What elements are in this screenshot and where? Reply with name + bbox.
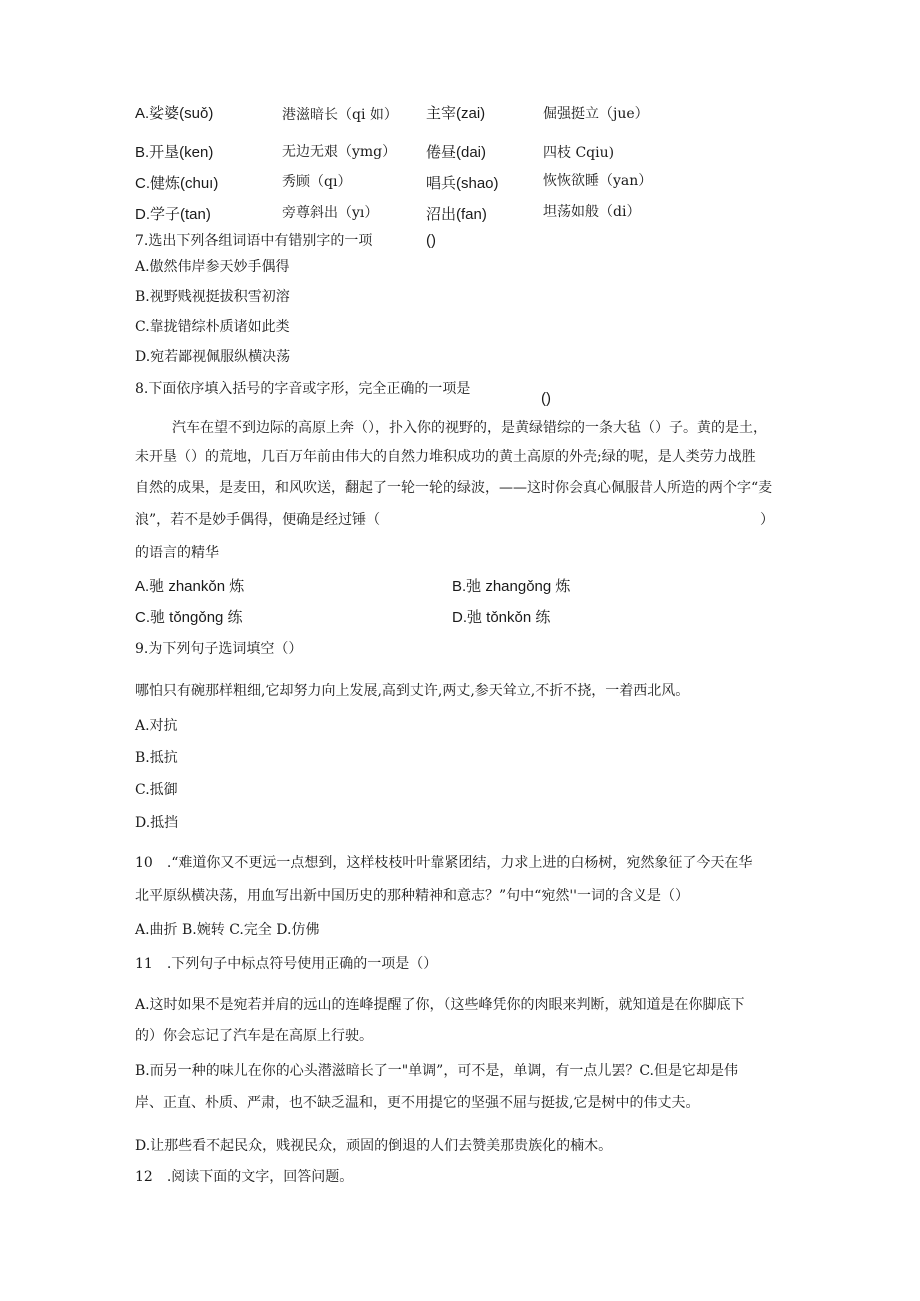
q11-stem: 11 .下列句子中标点符号使用正确的一项是（） (135, 956, 438, 972)
q6-option-b-2: 无边无艰（ymg） (282, 144, 397, 160)
q9-option-c: C.抵御 (135, 782, 178, 798)
q10-options: A.曲折 B.婉转 C.完全 D.仿佛 (135, 922, 320, 938)
q7-answer-paren: () (426, 232, 436, 249)
q7-option-d: D.宛若鄙视佩服纵横决荡 (135, 349, 291, 365)
q9-option-d: D.抵挡 (135, 815, 179, 831)
q8-answer-paren: () (541, 390, 551, 407)
q6-option-d-2: 旁尊斜出（yı） (282, 205, 379, 221)
q8-option-b: B.弛 zhangǒng 炼 (452, 578, 571, 595)
q6-option-c-2: 秀顾（qı） (282, 174, 352, 190)
q7-option-c: C.靠拢错综朴质诸如此类 (135, 319, 290, 335)
q6-option-a-2: 港滋暗长（qi 如） (282, 107, 398, 123)
q6-option-b-3: 倦昼(dai) (426, 144, 487, 161)
q8-passage-line-1: 汽车在望不到边际的高原上奔（），扑入你的视野的，是黄绿错综的一条大毡（）子。黄的是土， (172, 420, 767, 436)
q6-option-b-1: B.开垦(ken) (135, 144, 214, 161)
q9-sentence: 哪怕只有碗那样粗细,它却努力向上发展,高到丈许,两丈,参天耸立,不折不挠，一着西北风。 (135, 683, 690, 699)
q7-stem: 7.选出下列各组词语中有错别字的一项 (135, 233, 373, 249)
q8-passage-line-4: 浪”，若不是妙手偶得，便确是经过锤（ (135, 512, 381, 528)
q6-option-c-1: C.健炼(chuı) (135, 175, 219, 192)
q6-option-c-4: 恢恢欲睡（yan） (543, 173, 653, 189)
q6-option-a-1: A.娑婆(suǒ) (135, 105, 214, 122)
q8-passage-line-3: 自然的成果，是麦田，和风吹送，翻起了一轮一轮的绿波，——这时你会真心佩服昔人所造的两个字“麦 (135, 480, 773, 496)
q11-line-1: A.这时如果不是宛若并肩的远山的连峰提醒了你，（这些峰凭你的肉眼来判断，就知道是在你脚底下 (135, 997, 745, 1013)
q11-line-5: D.让那些看不起民众，贱视民众，顽固的倒退的人们去赞美那贵族化的楠木。 (135, 1138, 613, 1154)
q8-option-d: D.弛 tǒnkǒn 练 (452, 609, 551, 626)
q6-option-d-4: 坦荡如般（di） (543, 204, 641, 220)
q10-line-2: 北平原纵横决荡，用血写出新中国历史的那种精神和意志？”句中“宛然''一词的含义是（） (135, 888, 690, 904)
q6-option-a-4: 倔强挺立（jue） (543, 106, 649, 122)
q6-option-a-3: 主宰(zai) (426, 105, 486, 122)
q8-passage-line-2: 未开垦（）的荒地，几百万年前由伟大的自然力堆积成功的黄土高原的外壳;绿的呢，是人类劳力战胜 (135, 449, 756, 465)
q7-option-a: A.傲然伟岸参天妙手偶得 (135, 259, 290, 275)
q6-option-c-3: 唱兵(shao) (426, 175, 499, 192)
q11-line-2: 的）你会忘记了汽车是在高原上行驶。 (135, 1028, 373, 1044)
q8-option-a: A.驰 zhankǒn 炼 (135, 578, 245, 595)
q8-stem: 8.下面依序填入括号的字音或字形，完全正确的一项是 (135, 381, 471, 397)
q10-line-1: 10 .“难道你又不更远一点想到，这样枝枝叶叶靠紧团结，力求上进的白杨树，宛然象征了今天在华 (135, 855, 753, 871)
q7-option-b: B.视野贱视挺拔积雪初溶 (135, 289, 290, 305)
q6-option-b-4: 四枝 Cqiu) (543, 145, 615, 161)
q6-option-d-1: D.学子(tan) (135, 206, 211, 223)
q8-passage-close-paren: ） (760, 512, 774, 528)
q6-option-d-3: 沼出(fan) (426, 206, 487, 223)
q9-option-b: B.抵抗 (135, 750, 178, 766)
q11-line-4: 岸、正直、朴质、严肃，也不缺乏温和，更不用提它的坚强不屈与挺拔,它是树中的伟丈夫。 (135, 1095, 700, 1111)
q8-passage-line-5: 的语言的精华 (135, 545, 219, 561)
q8-option-c: C.驰 tǒngǒng 练 (135, 609, 243, 626)
q11-line-3: B.而另一种的味儿在你的心头潜滋暗长了一"单调”，可不是，单调，有一点儿罢？C.但是它却是伟 (135, 1063, 738, 1079)
q12-stem: 12 .阅读下面的文字，回答问题。 (135, 1169, 354, 1185)
q9-stem: 9.为下列句子选词填空（） (135, 641, 303, 657)
q9-option-a: A.对抗 (135, 718, 178, 734)
